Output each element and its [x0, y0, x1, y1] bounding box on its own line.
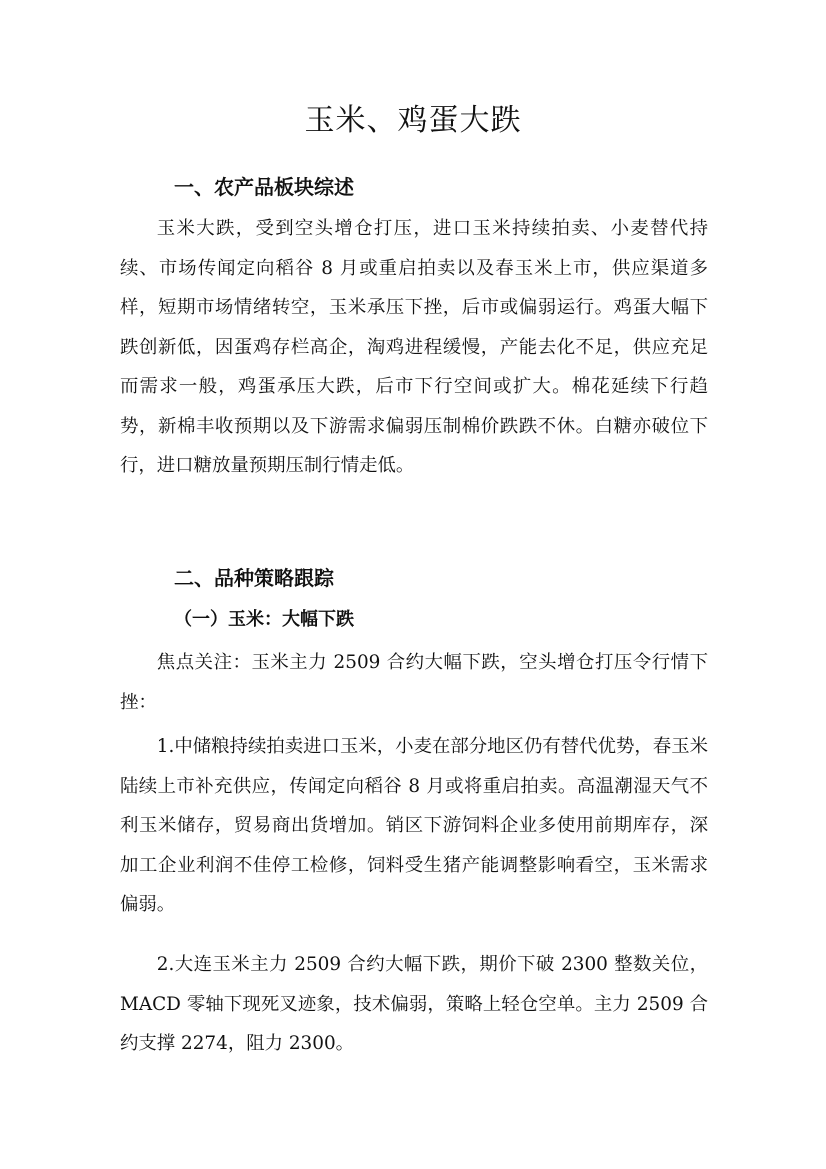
document-title: 玉米、鸡蛋大跌 — [304, 103, 522, 138]
point-2-paragraph: 2.大连玉米主力 2509 合约大幅下跌，期价下破 2300 整数关位，MACD 零轴下现死叉迹象，技术偏弱，策略上轻仓空单。主力 2509 合约支撑 2274，阻力 2300。 — [120, 954, 708, 1054]
section-heading-strategy: 二、品种策略跟踪 — [174, 566, 334, 590]
point-1-paragraph: 1.中储粮持续拍卖进口玉米，小麦在部分地区仍有替代优势，春玉米陆续上市补充供应，传闻定向稻谷 8 月或将重启拍卖。高温潮湿天气不利玉米储存，贸易商出货增加。销区下游饲料企业多使用前期库存，深加工企业利润不佳停工检修，饲料受生猪产能调整影响看空，玉米需求偏弱。 — [120, 736, 708, 915]
focus-paragraph: 焦点关注：玉米主力 2509 合约大幅下跌，空头增仓打压令行情下挫： — [120, 652, 708, 713]
subheading-corn: （一）玉米：大幅下跌 — [174, 609, 354, 630]
section-heading-overview: 一、农产品板块综述 — [174, 175, 354, 199]
overview-paragraph: 玉米大跌，受到空头增仓打压，进口玉米持续拍卖、小麦替代持续、市场传闻定向稻谷 8 月或重启拍卖以及春玉米上市，供应渠道多样，短期市场情绪转空，玉米承压下挫，后市或偏弱运行。鸡蛋大幅下跌创新低，因蛋鸡存栏高企，淘鸡进程缓慢，产能去化不足，供应充足而需求一般，鸡蛋承压大跌，后市下行空间或扩大。棉花延续下行趋势，新棉丰收预期以及下游需求偏弱压制棉价跌跌不休。白糖亦破位下行，进口糖放量预期压制行情走低。 — [120, 218, 708, 476]
